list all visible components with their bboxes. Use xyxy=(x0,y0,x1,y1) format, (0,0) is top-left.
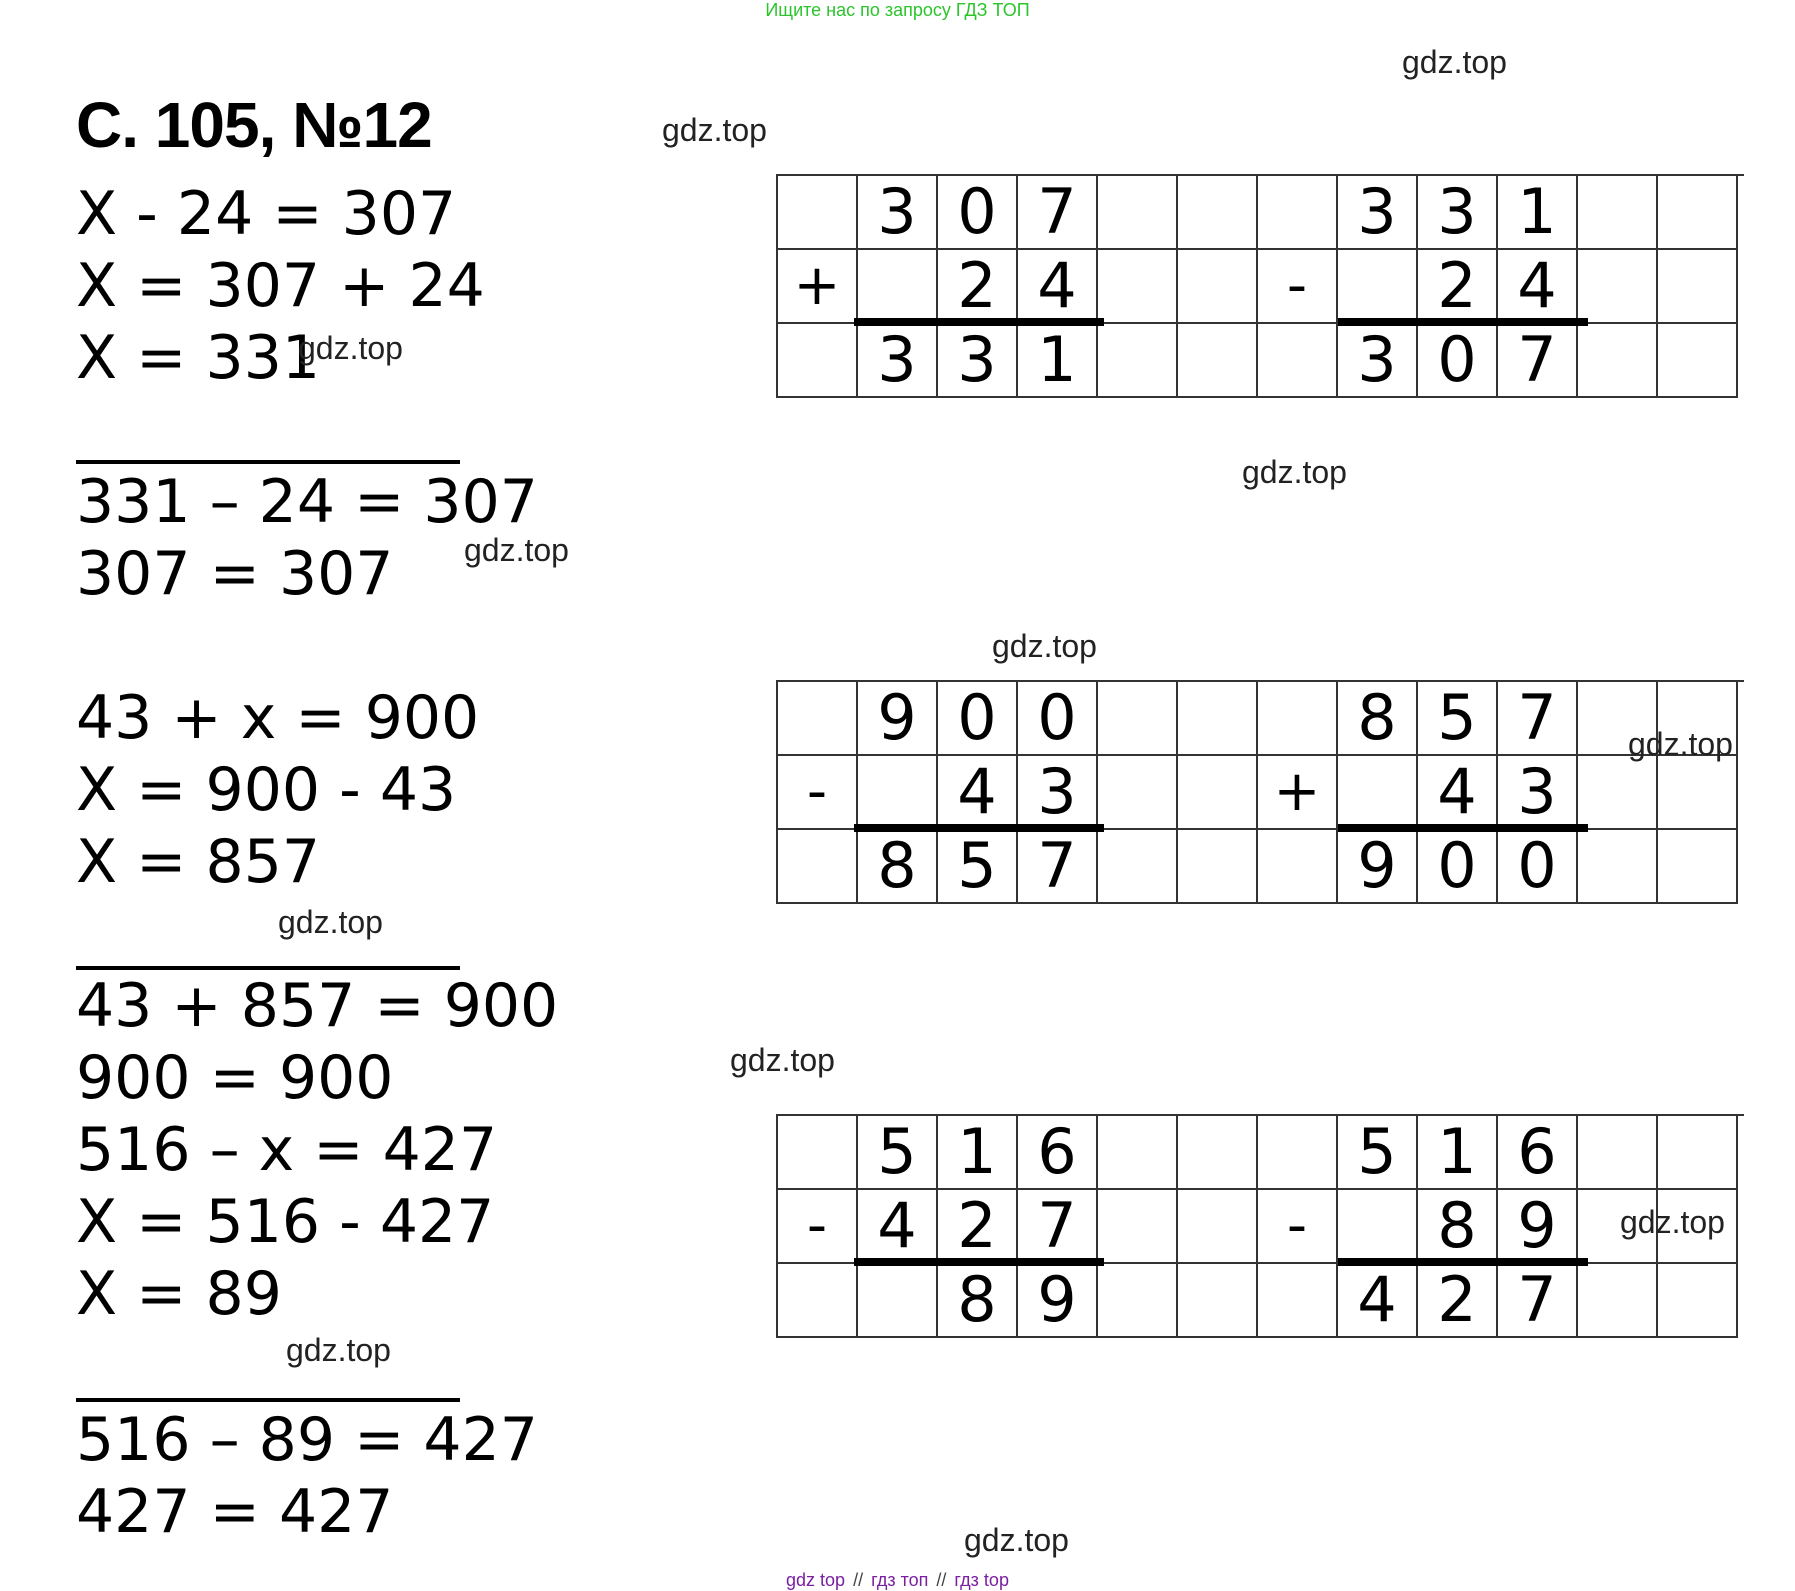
digit-cell: 7 xyxy=(1018,1190,1098,1264)
operator-cell: - xyxy=(1258,1190,1338,1264)
empty-cell xyxy=(1658,1116,1738,1190)
grid-row xyxy=(778,1190,1744,1264)
digit-cell: 0 xyxy=(1418,830,1498,904)
digit-cell: 7 xyxy=(1018,830,1098,904)
operator-cell: - xyxy=(1258,250,1338,324)
digit-cell: 7 xyxy=(1498,1264,1578,1338)
digit-cell: 4 xyxy=(1338,1264,1418,1338)
digit-cell: 4 xyxy=(858,1190,938,1264)
empty-cell xyxy=(1578,830,1658,904)
footer-link[interactable]: гдз топ xyxy=(871,1570,929,1590)
digit-cell: 7 xyxy=(1498,324,1578,398)
equation-line: 516 – x = 427 xyxy=(76,1115,498,1185)
empty-cell xyxy=(1098,1116,1178,1190)
digit-cell xyxy=(1338,1190,1418,1264)
digit-cell: 5 xyxy=(1338,1116,1418,1190)
digit-cell: 0 xyxy=(1498,830,1578,904)
operator-cell xyxy=(778,682,858,756)
empty-cell xyxy=(1098,324,1178,398)
search-hint-link[interactable]: Ищите нас по запросу ГДЗ ТОП xyxy=(765,0,1030,20)
operator-cell xyxy=(778,830,858,904)
empty-cell xyxy=(1178,830,1258,904)
watermark-text: gdz.top xyxy=(964,1522,1069,1558)
digit-cell xyxy=(858,250,938,324)
digit-cell: 1 xyxy=(1418,1116,1498,1190)
operator-cell xyxy=(1258,682,1338,756)
digit-cell xyxy=(858,1264,938,1338)
operator-cell xyxy=(1258,176,1338,250)
equation-line: X = 516 - 427 xyxy=(76,1187,495,1257)
operator-cell: + xyxy=(1258,756,1338,830)
digit-cell: 7 xyxy=(1498,682,1578,756)
empty-cell xyxy=(1178,1264,1258,1338)
column-calc-grid-3 xyxy=(776,1114,1744,1338)
digit-cell: 3 xyxy=(1338,176,1418,250)
digit-cell: 9 xyxy=(1338,830,1418,904)
watermark-text: gdz.top xyxy=(278,904,383,940)
empty-cell xyxy=(1098,830,1178,904)
empty-cell xyxy=(1178,324,1258,398)
digit-cell: 7 xyxy=(1018,176,1098,250)
digit-cell: 3 xyxy=(858,176,938,250)
watermark-text: gdz.top xyxy=(1402,44,1507,80)
empty-cell xyxy=(1098,1264,1178,1338)
empty-cell xyxy=(1658,756,1738,830)
check-line: 331 – 24 = 307 xyxy=(76,467,538,537)
digit-cell: 6 xyxy=(1018,1116,1098,1190)
empty-cell xyxy=(1098,250,1178,324)
empty-cell xyxy=(1578,324,1658,398)
check-line: 900 = 900 xyxy=(76,1043,394,1113)
empty-cell xyxy=(1178,250,1258,324)
digit-cell: 5 xyxy=(1418,682,1498,756)
digit-cell: 3 xyxy=(1418,176,1498,250)
digit-cell: 0 xyxy=(938,682,1018,756)
digit-cell: 8 xyxy=(1338,682,1418,756)
digit-cell: 0 xyxy=(1018,682,1098,756)
digit-cell: 8 xyxy=(1418,1190,1498,1264)
check-line: 516 – 89 = 427 xyxy=(76,1405,538,1475)
divider-rule xyxy=(76,460,460,464)
footer-links xyxy=(0,1570,1795,1591)
empty-cell xyxy=(1178,682,1258,756)
digit-cell: 9 xyxy=(1018,1264,1098,1338)
empty-cell xyxy=(1578,1116,1658,1190)
digit-cell: 1 xyxy=(1498,176,1578,250)
digit-cell: 2 xyxy=(938,250,1018,324)
equation-line: 43 + x = 900 xyxy=(76,683,480,753)
equation-line: X = 331 xyxy=(76,323,321,393)
digit-cell: 6 xyxy=(1498,1116,1578,1190)
operator-cell xyxy=(778,176,858,250)
operator-cell xyxy=(1258,1264,1338,1338)
equation-line: X = 307 + 24 xyxy=(76,251,485,321)
sum-underline xyxy=(854,1258,1104,1266)
watermark-text: gdz.top xyxy=(662,112,767,148)
grid-row xyxy=(778,756,1744,830)
digit-cell: 8 xyxy=(858,830,938,904)
empty-cell xyxy=(1178,1116,1258,1190)
grid-row xyxy=(778,176,1744,250)
watermark-text: gdz.top xyxy=(1242,454,1347,490)
sum-underline xyxy=(1338,318,1588,326)
digit-cell: 4 xyxy=(1018,250,1098,324)
empty-cell xyxy=(1098,682,1178,756)
operator-cell: + xyxy=(778,250,858,324)
equation-line: X = 89 xyxy=(76,1259,282,1329)
operator-cell: - xyxy=(778,756,858,830)
digit-cell: 9 xyxy=(858,682,938,756)
footer-separator: // xyxy=(853,1570,864,1590)
empty-cell xyxy=(1578,1264,1658,1338)
digit-cell: 3 xyxy=(1018,756,1098,830)
digit-cell: 4 xyxy=(938,756,1018,830)
digit-cell: 5 xyxy=(938,830,1018,904)
footer-separator: // xyxy=(936,1570,947,1590)
divider-rule xyxy=(76,1398,460,1402)
page-title: С. 105, №12 xyxy=(76,89,432,161)
watermark-text: gdz.top xyxy=(1620,1204,1725,1240)
watermark-text: gdz.top xyxy=(1628,726,1733,762)
sum-underline xyxy=(854,318,1104,326)
empty-cell xyxy=(1658,830,1738,904)
watermark-text: gdz.top xyxy=(298,330,403,366)
digit-cell: 3 xyxy=(938,324,1018,398)
digit-cell xyxy=(1338,250,1418,324)
digit-cell: 9 xyxy=(1498,1190,1578,1264)
grid-row xyxy=(778,324,1744,398)
empty-cell xyxy=(1178,1190,1258,1264)
empty-cell xyxy=(1658,1264,1738,1338)
equation-line: X = 857 xyxy=(76,827,321,897)
equation-line: X = 900 - 43 xyxy=(76,755,457,825)
operator-cell xyxy=(778,324,858,398)
digit-cell: 3 xyxy=(858,324,938,398)
operator-cell xyxy=(1258,1116,1338,1190)
digit-cell xyxy=(1338,756,1418,830)
grid-row xyxy=(778,250,1744,324)
digit-cell: 8 xyxy=(938,1264,1018,1338)
empty-cell xyxy=(1098,1190,1178,1264)
grid-row xyxy=(778,682,1744,756)
digit-cell: 2 xyxy=(938,1190,1018,1264)
digit-cell: 2 xyxy=(1418,1264,1498,1338)
sum-underline xyxy=(1338,824,1588,832)
operator-cell: - xyxy=(778,1190,858,1264)
empty-cell xyxy=(1178,176,1258,250)
digit-cell: 4 xyxy=(1498,250,1578,324)
digit-cell: 4 xyxy=(1418,756,1498,830)
digit-cell: 2 xyxy=(1418,250,1498,324)
digit-cell: 3 xyxy=(1338,324,1418,398)
digit-cell: 5 xyxy=(858,1116,938,1190)
digit-cell: 0 xyxy=(938,176,1018,250)
check-line: 43 + 857 = 900 xyxy=(76,971,559,1041)
grid-row xyxy=(778,1264,1744,1338)
empty-cell xyxy=(1578,756,1658,830)
column-calc-grid-2 xyxy=(776,680,1744,904)
digit-cell: 0 xyxy=(1418,324,1498,398)
operator-cell xyxy=(778,1264,858,1338)
check-line: 307 = 307 xyxy=(76,539,394,609)
digit-cell: 3 xyxy=(1498,756,1578,830)
empty-cell xyxy=(1658,324,1738,398)
column-calc-grid-1 xyxy=(776,174,1744,398)
operator-cell xyxy=(1258,324,1338,398)
digit-cell: 1 xyxy=(1018,324,1098,398)
footer-link[interactable]: gdz top xyxy=(786,1570,846,1590)
footer-link[interactable]: гдз top xyxy=(954,1570,1009,1590)
equation-line: X - 24 = 307 xyxy=(76,179,457,249)
empty-cell xyxy=(1658,176,1738,250)
watermark-text: gdz.top xyxy=(730,1042,835,1078)
empty-cell xyxy=(1178,756,1258,830)
watermark-text: gdz.top xyxy=(286,1332,391,1368)
empty-cell xyxy=(1098,756,1178,830)
empty-cell xyxy=(1578,176,1658,250)
sum-underline xyxy=(1338,1258,1588,1266)
operator-cell xyxy=(1258,830,1338,904)
operator-cell xyxy=(778,1116,858,1190)
grid-row xyxy=(778,1116,1744,1190)
grid-row xyxy=(778,830,1744,904)
empty-cell xyxy=(1098,176,1178,250)
sum-underline xyxy=(854,824,1104,832)
check-line: 427 = 427 xyxy=(76,1477,394,1547)
empty-cell xyxy=(1578,250,1658,324)
digit-cell: 1 xyxy=(938,1116,1018,1190)
watermark-text: gdz.top xyxy=(992,628,1097,664)
digit-cell xyxy=(858,756,938,830)
empty-cell xyxy=(1658,250,1738,324)
watermark-text: gdz.top xyxy=(464,532,569,568)
